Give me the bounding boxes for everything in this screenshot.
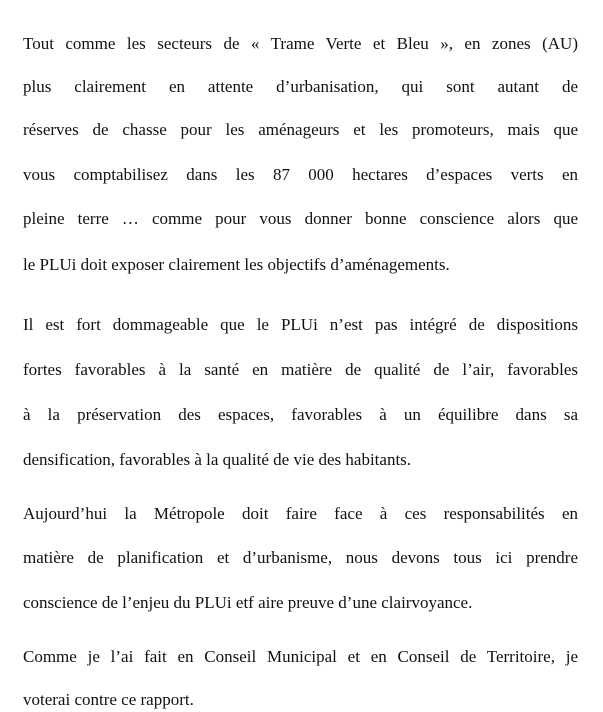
- paragraph-1-line-1: Tout comme les secteurs de « Trame Verte et Bleu », en zones (AU): [23, 34, 578, 53]
- paragraph-4-line-1: Comme je l’ai fait en Conseil Municipal et en Conseil de Territoire, je: [23, 647, 578, 666]
- paragraph-3-line-3: conscience de l’enjeu du PLUi etf aire preuve d’une clairvoyance.: [23, 593, 473, 612]
- paragraph-1-line-6: le PLUi doit exposer clairement les objectifs d’aménagements.: [23, 255, 450, 274]
- paragraph-1-line-2: plus clairement en attente d’urbanisation, qui sont autant de: [23, 77, 578, 96]
- paragraph-1-line-3: réserves de chasse pour les aménageurs et les promoteurs, mais que: [23, 120, 578, 139]
- paragraph-4-line-2: voterai contre ce rapport.: [23, 690, 194, 709]
- paragraph-2-line-1: Il est fort dommageable que le PLUi n’est pas intégré de dispositions: [23, 315, 578, 334]
- paragraph-1-line-4: vous comptabilisez dans les 87 000 hectares d’espaces verts en: [23, 165, 578, 184]
- paragraph-2-line-4: densification, favorables à la qualité de vie des habitants.: [23, 450, 412, 469]
- paragraph-2-line-3: à la préservation des espaces, favorables à un équilibre dans sa: [23, 405, 578, 424]
- paragraph-3-line-2: matière de planification et d’urbanisme, nous devons tous ici prendre: [23, 548, 578, 567]
- paragraph-2-line-2: fortes favorables à la santé en matière de qualité de l’air, favorables: [23, 360, 578, 379]
- paragraph-3-line-1: Aujourd’hui la Métropole doit faire face à ces responsabilités en: [23, 504, 578, 523]
- paragraph-1-line-5: pleine terre … comme pour vous donner bonne conscience alors que: [23, 209, 578, 228]
